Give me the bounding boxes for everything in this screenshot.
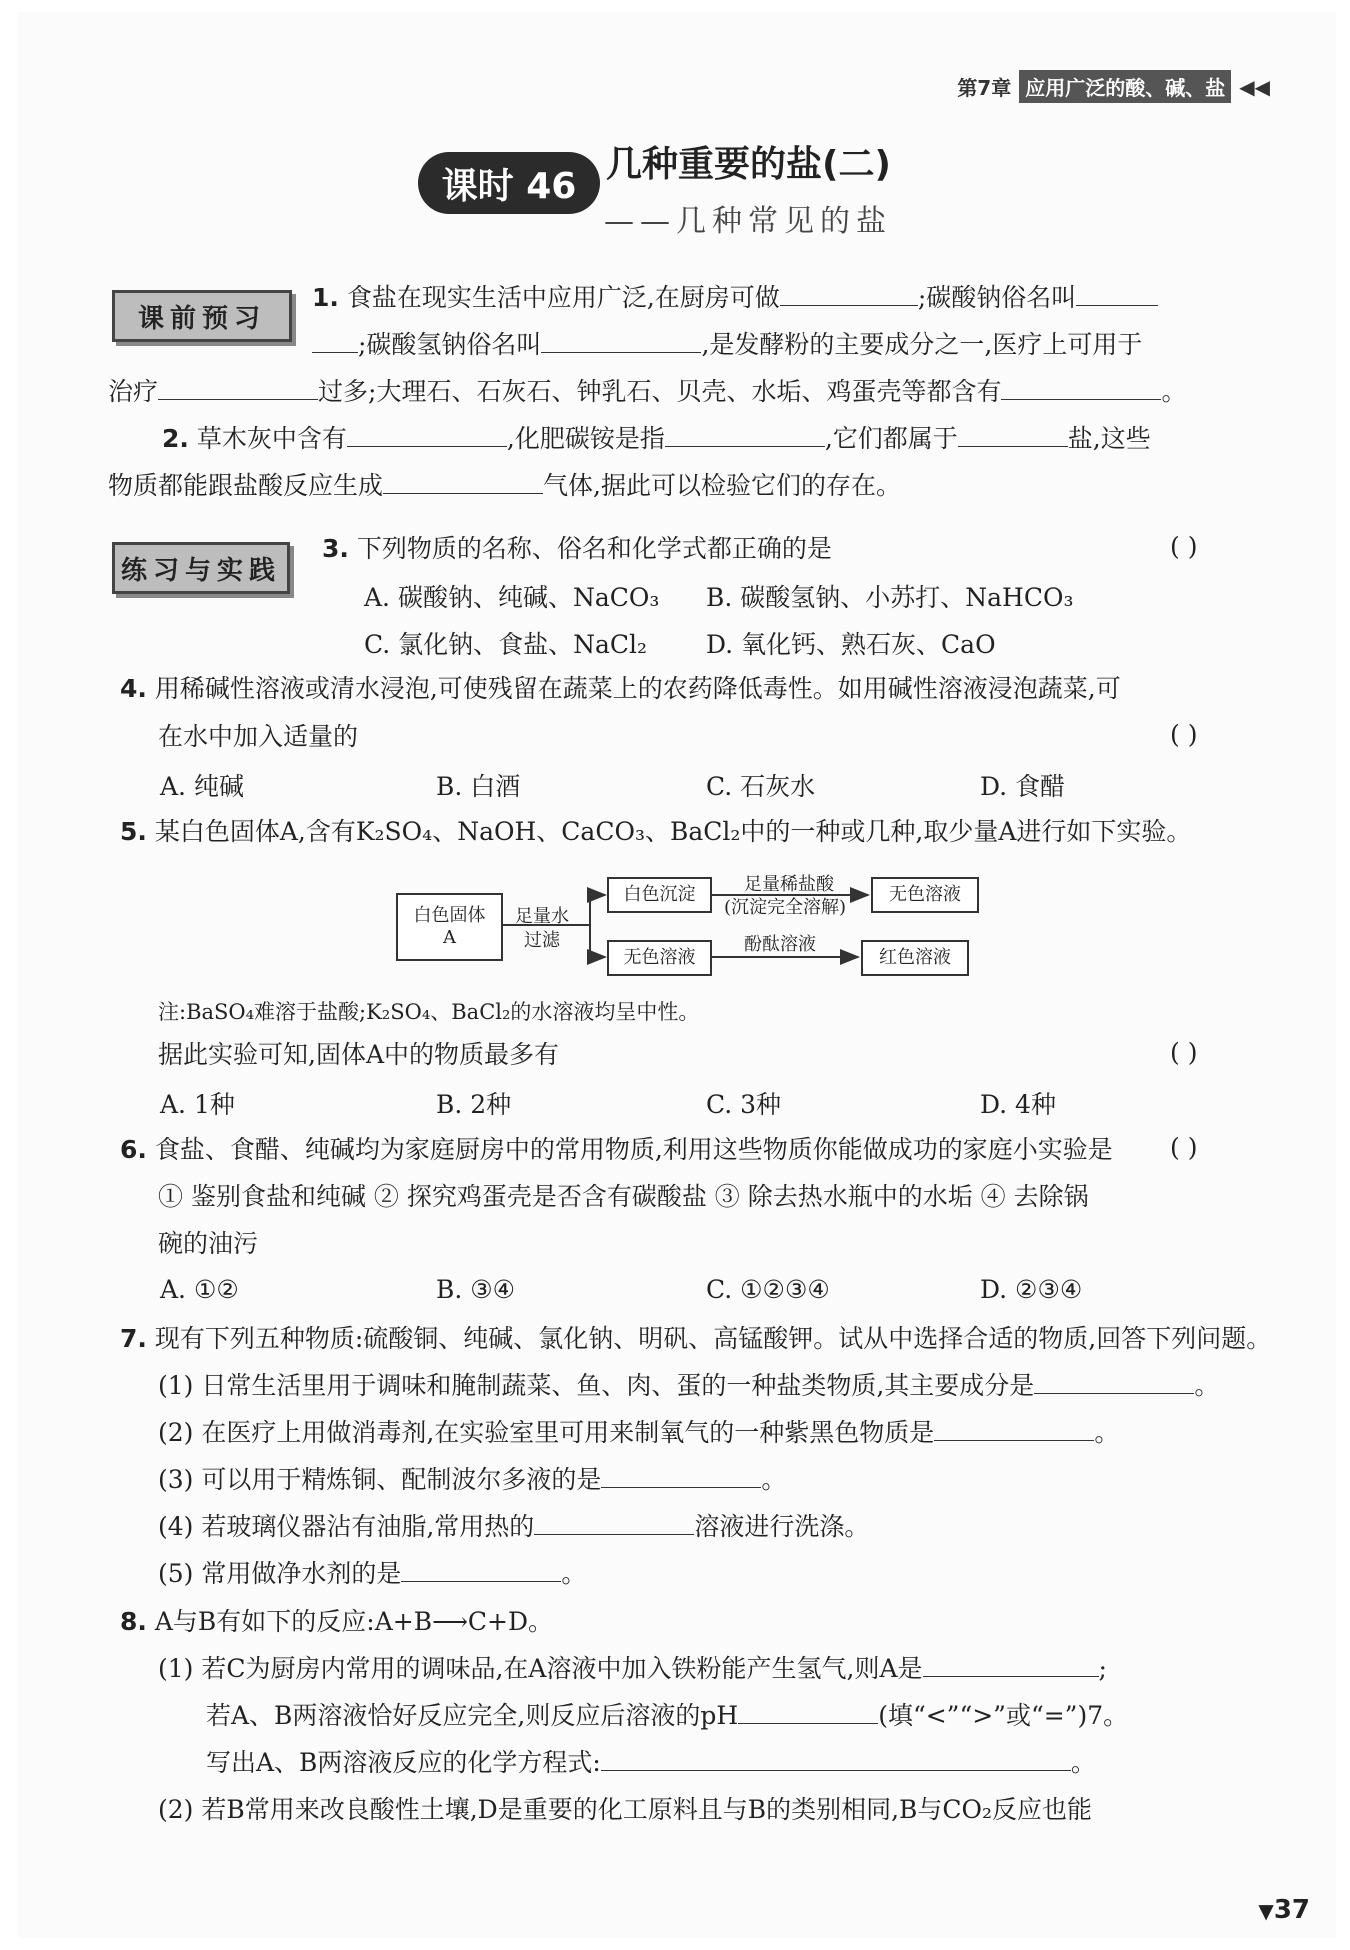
q8-text: 写出A、B两溶液反应的化学方程式: xyxy=(206,1748,601,1777)
q6-option-a[interactable]: A. ①② xyxy=(160,1275,239,1304)
q2-text: 气体,据此可以检验它们的存在。 xyxy=(543,471,901,500)
q5-option-b[interactable]: B. 2种 xyxy=(436,1090,512,1119)
q4-option-c[interactable]: C. 石灰水 xyxy=(706,772,816,801)
answer-blank[interactable] xyxy=(601,1463,761,1488)
answer-paren[interactable]: ( ) xyxy=(1170,1133,1198,1162)
q8-sub1b xyxy=(206,1699,1128,1733)
double-arrow-icon: ◀◀ xyxy=(1239,74,1270,99)
answer-blank[interactable] xyxy=(738,1699,878,1724)
q1-text: 过多;大理石、石灰石、钟乳石、贝壳、水垢、鸡蛋壳等都含有 xyxy=(318,377,1002,406)
q3-option-a[interactable]: A. 碳酸钠、纯碱、NaCO₃ xyxy=(364,583,660,612)
q2-text: 物质都能跟盐酸反应生成 xyxy=(108,471,384,500)
q5-option-d[interactable]: D. 4种 xyxy=(980,1090,1056,1119)
q1-number: 1. xyxy=(312,283,339,312)
q3-option-b[interactable]: B. 碳酸氢钠、小苏打、NaHCO₃ xyxy=(706,583,1074,612)
q3-number: 3. xyxy=(322,534,349,563)
q6-line2: ① 鉴别食盐和纯碱 ② 探究鸡蛋壳是否含有碳酸盐 ③ 除去热水瓶中的水垢 ④ 去除锅 xyxy=(158,1182,1089,1211)
q2-text: 草木灰中含有 xyxy=(196,424,347,453)
flow-label-acid: 足量稀盐酸 xyxy=(744,874,834,895)
q7-sub3 xyxy=(158,1463,786,1497)
page-number-text: 37 xyxy=(1273,1895,1310,1925)
q4-option-d[interactable]: D. 食醋 xyxy=(980,772,1066,801)
q3-option-d[interactable]: D. 氧化钙、熟石灰、CaO xyxy=(706,630,996,659)
q4-line2: 在水中加入适量的 xyxy=(158,722,359,751)
flow-box-solid xyxy=(396,893,503,961)
flow-label: 白色固体 xyxy=(413,905,486,926)
q2-text: 盐,这些 xyxy=(1067,424,1151,453)
q1-text: 食盐在现实生活中应用广泛,在厨房可做 xyxy=(346,283,780,312)
q4-number: 4. xyxy=(120,674,147,703)
q6-number: 6. xyxy=(120,1135,147,1164)
q6-option-b[interactable]: B. ③④ xyxy=(436,1275,516,1304)
flow-label-acid-note: (沉淀完全溶解) xyxy=(724,897,847,918)
q4-option-b[interactable]: B. 白酒 xyxy=(436,772,521,801)
lesson-title: 几种重要的盐(二) xyxy=(606,144,891,185)
section-tag-practice: 练习与实践 xyxy=(112,542,290,594)
q8-sub1 xyxy=(158,1652,1107,1686)
q8-text: 。 xyxy=(1070,1748,1096,1777)
q8-text: (填“<”“>”或“=”)7。 xyxy=(878,1701,1129,1730)
lesson-subtitle: ——几种常见的盐 xyxy=(604,204,892,239)
answer-blank[interactable] xyxy=(934,1416,1094,1441)
q2-number: 2. xyxy=(162,424,189,453)
q7-text: (1) 日常生活里用于调味和腌制蔬菜、鱼、肉、蛋的一种盐类物质,其主要成分是 xyxy=(158,1371,1035,1400)
q8-sub2: (2) 若B常用来改良酸性土壤,D是重要的化工原料且与B的类别相同,B与CO₂反应也能 xyxy=(158,1795,1093,1824)
q8-line1 xyxy=(120,1605,553,1639)
q7-text: 现有下列五种物质:硫酸铜、纯碱、氯化钠、明矾、高锰酸钾。试从中选择合适的物质,回答下列问题。 xyxy=(154,1324,1272,1353)
q1-text: 治疗 xyxy=(108,377,159,406)
flow-box-red: 红色溶液 xyxy=(861,940,969,976)
q1-text: ;碳酸氢钠俗名叫 xyxy=(358,330,542,359)
flow-label-phenol: 酚酞溶液 xyxy=(744,934,816,955)
q7-sub4 xyxy=(158,1510,869,1544)
q5-option-c[interactable]: C. 3种 xyxy=(706,1090,782,1119)
q8-text: A与B有如下的反应:A+B⟶C+D。 xyxy=(154,1607,554,1636)
q1-text: ,是发酵粉的主要成分之一,医疗上可用于 xyxy=(701,330,1143,359)
flow-label: A xyxy=(443,927,456,948)
flow-box-colorless-1: 无色溶液 xyxy=(871,877,979,913)
q8-text: ; xyxy=(1098,1654,1107,1683)
q4-text: 用稀碱性溶液或清水浸泡,可使残留在蔬菜上的农药降低毒性。如用碱性溶液浸泡蔬菜,可 xyxy=(154,674,1121,703)
answer-paren[interactable]: ( ) xyxy=(1170,1038,1198,1067)
q5-line2: 据此实验可知,固体A中的物质最多有 xyxy=(158,1040,560,1069)
section-tag-preview: 课前预习 xyxy=(112,290,292,342)
q5-note: 注:BaSO₄难溶于盐酸;K₂SO₄、BaCl₂的水溶液均呈中性。 xyxy=(158,1000,700,1024)
q7-text: (2) 在医疗上用做消毒剂,在实验室里可用来制氧气的一种紫黑色物质是 xyxy=(158,1418,935,1447)
answer-paren[interactable]: ( ) xyxy=(1170,720,1198,749)
triangle-marker-icon: ▼ xyxy=(1258,1899,1274,1923)
q5-option-a[interactable]: A. 1种 xyxy=(160,1090,235,1119)
q7-text: (5) 常用做净水剂的是 xyxy=(158,1559,402,1588)
q7-sub5 xyxy=(158,1557,586,1591)
q7-number: 7. xyxy=(120,1324,147,1353)
q7-line1 xyxy=(120,1322,1271,1356)
flow-box-precipitate: 白色沉淀 xyxy=(607,877,712,913)
lesson-badge: 课时 46 xyxy=(418,152,600,214)
q7-text: (3) 可以用于精炼铜、配制波尔多液的是 xyxy=(158,1465,602,1494)
q8-number: 8. xyxy=(120,1607,147,1636)
chapter-number: 第7章 xyxy=(957,76,1012,100)
answer-blank[interactable] xyxy=(534,1510,694,1535)
q7-text: 。 xyxy=(761,1465,787,1494)
page-number xyxy=(1258,1895,1310,1925)
q3-option-c[interactable]: C. 氯化钠、食盐、NaCl₂ xyxy=(364,630,648,659)
q4-option-a[interactable]: A. 纯碱 xyxy=(160,772,244,801)
q7-sub1 xyxy=(158,1369,1219,1403)
answer-blank[interactable] xyxy=(401,1557,561,1582)
q8-text: (1) 若C为厨房内常用的调味品,在A溶液中加入铁粉能产生氢气,则A是 xyxy=(158,1654,923,1683)
flow-label-filter: 过滤 xyxy=(524,930,560,951)
q8-text: 若A、B两溶液恰好反应完全,则反应后溶液的pH xyxy=(206,1701,739,1730)
q2-text: ,化肥碳铵是指 xyxy=(506,424,665,453)
q5-text: 某白色固体A,含有K₂SO₄、NaOH、CaCO₃、BaCl₂中的一种或几种,取少量A进行如下实验。 xyxy=(154,817,1192,846)
q7-text: (4) 若玻璃仪器沾有油脂,常用热的 xyxy=(158,1512,535,1541)
q3-text: 下列物质的名称、俗名和化学式都正确的是 xyxy=(356,534,832,563)
answer-blank[interactable] xyxy=(1034,1369,1194,1394)
chapter-title: 应用广泛的酸、碱、盐 xyxy=(1019,70,1231,103)
flow-label-water: 足量水 xyxy=(515,906,569,927)
q6-line1 xyxy=(120,1133,1113,1167)
q7-text: 溶液进行洗涤。 xyxy=(694,1512,870,1541)
q5-number: 5. xyxy=(120,817,147,846)
answer-paren[interactable]: ( ) xyxy=(1170,532,1198,561)
q6-option-c[interactable]: C. ①②③④ xyxy=(706,1275,830,1304)
q7-sub2 xyxy=(158,1416,1119,1450)
q6-text: 食盐、食醋、纯碱均为家庭厨房中的常用物质,利用这些物质你能做成功的家庭小实验是 xyxy=(154,1135,1113,1164)
q7-text: 。 xyxy=(561,1559,587,1588)
q6-option-d[interactable]: D. ②③④ xyxy=(980,1275,1083,1304)
q8-sub1c xyxy=(206,1746,1096,1780)
q7-text: 。 xyxy=(1194,1371,1220,1400)
answer-blank[interactable] xyxy=(601,1746,1071,1771)
q1-text: 。 xyxy=(1161,377,1187,406)
q1-text: ;碳酸钠俗名叫 xyxy=(917,283,1077,312)
answer-blank[interactable] xyxy=(923,1652,1099,1677)
q7-text: 。 xyxy=(1094,1418,1120,1447)
flow-box-colorless-2: 无色溶液 xyxy=(607,940,712,976)
q2-text: ,它们都属于 xyxy=(824,424,958,453)
q6-line3: 碗的油污 xyxy=(158,1229,259,1258)
